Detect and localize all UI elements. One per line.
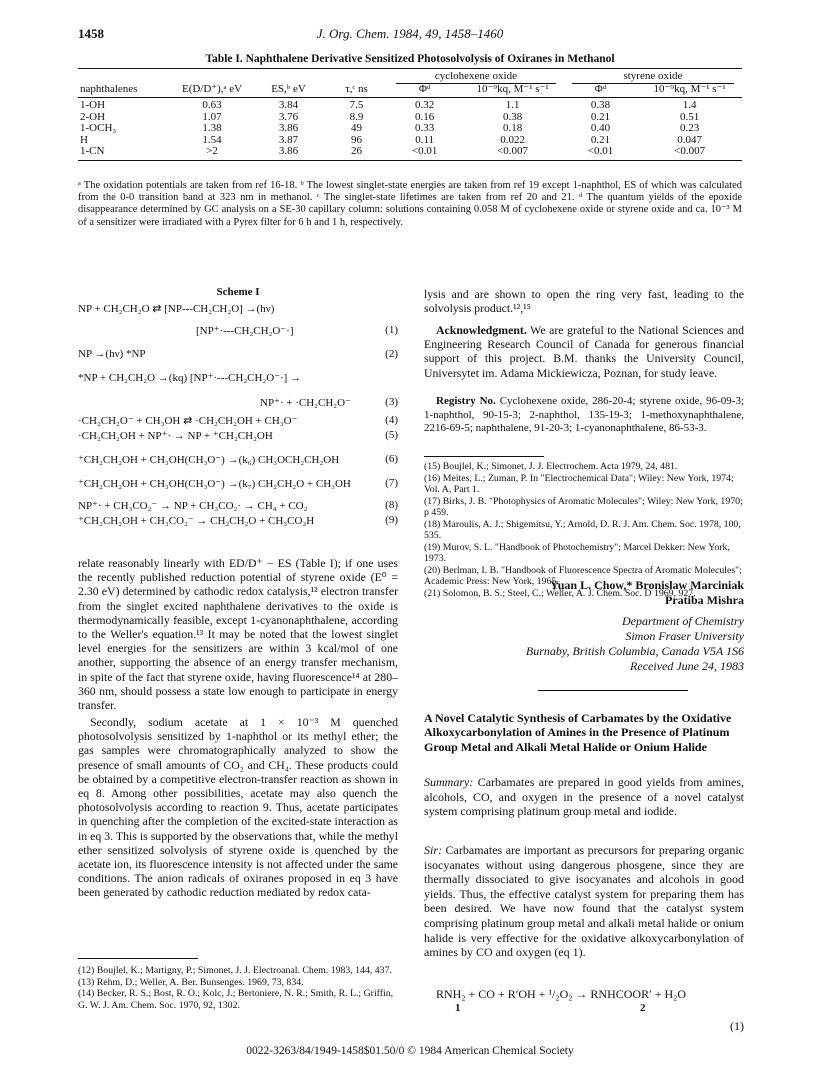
equation-number: (5) <box>385 429 398 441</box>
table-row <box>78 112 742 124</box>
scheme-title: Scheme I <box>216 286 260 298</box>
reference: (14) Becker, R. S.; Bost, R. O.; Kolc, J.; Bertoniere, N. R.; Smith, R. L.; Griffin, G. W. J. Am. Chem. Soc. 1970, 92, 1302. <box>78 988 394 1011</box>
table-cell: 2-OH <box>80 110 106 123</box>
table-cell: 0.16 <box>414 110 435 123</box>
table-row <box>78 146 742 160</box>
ack-text: We are grateful to the National Sciences and Engineering Research Council of Canada for generous financial support of this project. B.M. thanks the University Council, Universytet im. Adama Mickiewicza, Poznan, for study leave. <box>424 323 744 380</box>
equation-number: (7) <box>385 477 398 489</box>
equation-number: (2) <box>385 348 398 360</box>
equation-1-number: (1) <box>730 1019 744 1033</box>
acknowledgment <box>424 323 744 380</box>
table-cell: <0.007 <box>637 146 742 160</box>
left-paragraph-2: Secondly, sodium acetate at 1 × 10⁻³ M quenched photosolvolysis sensitized by 1-naphthol or its methyl ether; the gas samples were chromatographically analyzed to show the presence of small amounts of CO₂ and CH₄. These products could be obtained by a competitive electron-transfer reaction as shown in eq 8. Among other possibilities, acetate may also quench the photosolvolysis according to reaction 9. Thus, acetate participates in quenching after the completion of the excited-state interaction as in eq 3. This is supported by the observations that, while the methyl ether sensitized solvolysis of styrene oxide is quenched by the acetate ion, its fluorescence intensity is not affected under the same conditions. The anion radicals of oxiranes proposed in eq 3 have been generated by cathodic reduction mediated by redox cata- <box>78 715 398 900</box>
table-cell: 1-OCH₃ <box>80 122 117 134</box>
table-cell: 0.33 <box>414 122 435 134</box>
equation-number: (6) <box>385 453 398 465</box>
summary <box>424 775 744 819</box>
article-title: A Novel Catalytic Synthesis of Carbamates by the Oxidative Alkoxycarbonylation of Amines in the Presence of Platinum Group Metal and Alkali Metal Halide or Onium Halide <box>424 711 732 754</box>
table-cell: 1.4 <box>682 99 697 111</box>
table-cell: 1.1 <box>505 99 520 111</box>
table-cell: 3.84 <box>278 99 299 111</box>
equation-1: RNH₂ + CO + R′OH + ¹/₂O₂ → RNHCOOR′ + H₂O <box>436 987 687 1001</box>
scheme-equation: NP⁺· + CH₃CO₂⁻ → NP + CH₃CO₂· → CH₄ + CO₂ <box>78 500 308 512</box>
reference: (20) Berlman, I. B. "Handbook of Fluorescence Spectra of Aromatic Molecules"; Academic Press: New York, 1965. <box>424 564 742 587</box>
scheme-equation: ⁺CH₂CH₂OH + CH₃CO₂⁻ → CH₂CH₂O + CH₃CO₂H <box>78 515 315 527</box>
table-cell: 0.21 <box>590 110 611 123</box>
table-row <box>78 123 742 135</box>
table-caption: Table I. Naphthalene Derivative Sensitized Photosolvolysis of Oxiranes in Methanol <box>205 53 615 65</box>
ack-title: Acknowledgment. <box>436 323 527 337</box>
table-cell: 1.54 <box>202 133 222 146</box>
summary-text: Carbamates are prepared in good yields from amines, alcohols, CO, and oxygen in the presence of a novel catalyst system comprising platinum group metal and iodide. <box>424 775 745 819</box>
table-cell: 26 <box>325 146 388 160</box>
left-references <box>78 965 398 1011</box>
reference: (12) Boujlel, K.; Martigny, P.; Simonet, J. J. Electroanal. Chem. 1983, 144, 437. <box>78 965 392 976</box>
table-cell: 3.87 <box>278 133 299 146</box>
col-header: naphthalenes <box>78 84 172 98</box>
table-cell: 1-CN <box>78 146 172 160</box>
section-rule <box>538 690 688 691</box>
table-cell: 3.86 <box>278 122 299 134</box>
table-cell: 0.38 <box>590 99 611 111</box>
reference: (13) Rehm, D.; Weller, A. Ber. Bunsenges. 1969, 73, 834. <box>78 976 304 988</box>
col-header: 10⁻⁹kq, M⁻¹ s⁻¹ <box>461 84 564 98</box>
author-line-1: Yuan L. Chow,* Bronislaw Marciniak <box>550 578 744 592</box>
summary-label: Summary: <box>424 775 474 789</box>
table-1 <box>78 68 742 161</box>
reference: (19) Murov, S. L. "Handbook of Photochemistry"; Marcel Dekker: New York, 1973. <box>424 541 730 564</box>
table-cell: 0.63 <box>202 99 222 111</box>
registry <box>424 395 744 436</box>
page-footer: 0022-3263/84/1949-1458$01.50/0 © 1984 American Chemical Society <box>246 1045 574 1057</box>
scheme-equation: NP + CH₂CH₂O ⇄ [NP---CH₂CH₂O] →(hν) <box>78 303 275 315</box>
scheme-equation: ⁺CH₂CH₂OH + CH₃OH(CH₃O⁻) →(k₇) CH₂CH₂O + CH₃OH <box>78 478 351 490</box>
col-header: 10⁻⁹kq, M⁻¹ s⁻¹ <box>637 84 742 98</box>
table-cell: 0.32 <box>414 99 435 111</box>
sir-label: Sir: <box>424 843 442 857</box>
footnote-rule <box>424 456 544 457</box>
author-line-2: Pratiba Mishra <box>665 593 744 607</box>
table-cell: 8.9 <box>349 110 364 123</box>
table-cell: 0.40 <box>590 122 611 134</box>
received-date: Received June 24, 1983 <box>630 659 744 673</box>
left-paragraph-1: relate reasonably linearly with ED/D⁺ − ES (Table I); if one uses the recently published reduction potential of styrene oxide (E⁰ = 2.30 eV) determined by cathodic redox catalysis,¹² electron transfer from the singlet excited naphthalene derivatives to the oxide is thermodynamically feasible, except 1-cyanonaphthalene, according to the Weller's equation.¹³ It may be noted that the lowest singlet level energies for the sensitizers are within 3 kcal/mol of one another, supporting the absence of an energy transfer mechanism, in spite of the fact that styrene oxide, having fluorescence¹⁴ at 280–360 nm, should possess a state low enough to participate in energy transfer. <box>78 556 398 713</box>
table-row <box>78 135 742 147</box>
right-paragraph-1: lysis and are shown to open the ring very fast, leading to the solvolysis product.¹²,¹⁵ <box>424 287 744 316</box>
table-cell: <0.01 <box>564 146 637 160</box>
group-header-cyclohexene: cyclohexene oxide <box>396 71 556 84</box>
reference: (21) Solomon, B. S.; Steel, C.; Weller, A. J. Chem. Soc. D 1969, 927. <box>424 587 696 599</box>
scheme-equation: NP →(hν) *NP <box>78 348 146 360</box>
table-cell: 0.51 <box>679 110 700 123</box>
table-cell: 0.21 <box>590 133 611 146</box>
table-cell: >2 <box>172 146 252 160</box>
journal-header: J. Org. Chem. 1984, 49, 1458–1460 <box>316 26 504 41</box>
table-footnote: ᵃ The oxidation potentials are taken from ref 16-18. ᵇ The lowest singlet-state energies are taken from ref 19 except 1-naphthol, ES of which was calculated from the 0-0 transition band at 323 nm in methanol. ᶜ The singlet-state lifetimes are taken from ref 20 and 21. ᵈ The quantum yields of the epoxide disappearance determined by GC analysis on a SE-30 capillary column: solutions containing 0.058 M of cyclohexene oxide or styrene oxide and ca. 10⁻³ M of a sensitizer were irradiated with a Pyrex filter for 6 h and 1 h, respectively. <box>78 180 742 228</box>
table-cell: 0.047 <box>677 133 702 146</box>
table-cell: <0.01 <box>388 146 461 160</box>
scheme-equation: ⁺CH₂CH₂OH + CH₃OH(CH₃O⁻) →(k₆) CH₃OCH₂CH₂OH <box>78 454 340 466</box>
table-cell: 0.022 <box>500 133 525 146</box>
table-cell: 0.18 <box>502 122 523 134</box>
affiliation-univ: Simon Fraser University <box>625 629 744 643</box>
scheme-equation: NP⁺· + ·CH₂CH₂O⁻ <box>260 397 351 409</box>
scheme-equation: ·CH₂CH₂OH + NP⁺· → NP + ⁺CH₂CH₂OH <box>78 430 273 442</box>
reference: (18) Maroulis, A. J.; Shigemitsu, Y.; Arnold, D. R. J. Am. Chem. Soc. 1978, 100, 535. <box>424 518 741 541</box>
affiliation-dept: Department of Chemistry <box>622 614 744 628</box>
sir-paragraph <box>424 843 744 960</box>
table-cell: 3.86 <box>252 146 325 160</box>
reference: (16) Meites, L.; Zuman, P. In "Electrochemical Data"; Wiley: New York, 1974; Vol. A, Part 1. <box>424 472 734 495</box>
equation-number: (3) <box>385 396 398 408</box>
table-cell: 3.76 <box>278 110 299 123</box>
equation-number: (9) <box>385 514 398 526</box>
scheme-equation: *NP + CH₂CH₂O →(kq) [NP⁺·---CH₂CH₂O⁻·] → <box>78 372 302 384</box>
scheme-equation: ·CH₂CH₂O⁻ + CH₃OH ⇄ ·CH₂CH₂OH + CH₃O⁻ <box>78 415 298 427</box>
table-cell: <0.007 <box>461 146 564 160</box>
registry-title: Registry No. <box>436 395 496 407</box>
sir-text: Carbamates are important as precursors for preparing organic isocyanates without using dangerous phosgene, since they are thermally dissociated to give isocyanates and alcohols in good yields. Thus, the effective catalyst system for preparing them has been desired. We have now found that the catalyst system comprising platinum group metal and alkali metal halide or onium halide is very effective for the oxidative alkoxycarbonylation of amines by CO and oxygen (eq 1). <box>424 843 744 960</box>
table-cell: 0.23 <box>679 122 700 134</box>
table-cell: 1-OH <box>80 99 106 111</box>
reference: (15) Boujlel, K.; Simonet, J. J. Electrochem. Acta 1979, 24, 481. <box>424 461 678 472</box>
table-cell: 0.11 <box>415 133 435 146</box>
table-cell: 49 <box>351 122 363 134</box>
table-cell: H <box>80 133 88 146</box>
col-header: Φᵈ <box>388 84 461 98</box>
col-header: Φᵈ <box>564 84 637 98</box>
scheme-equation: [NP⁺·---CH₂CH₂O⁻·] <box>196 325 294 337</box>
table-cell: 0.38 <box>502 110 523 123</box>
table-cell: 1.38 <box>202 122 222 134</box>
equation-1-label-1: 1 <box>455 1002 461 1014</box>
group-header-styrene: styrene oxide <box>572 71 734 84</box>
equation-1-label-2: 2 <box>640 1002 646 1014</box>
reference: (17) Birks, J. B. "Photophysics of Aromatic Molecules"; Wiley: New York, 1970; p 459. <box>424 495 743 518</box>
col-header: ES,ᵇ eV <box>252 84 325 98</box>
equation-number: (4) <box>385 414 398 426</box>
registry-text: Cyclohexene oxide, 286-20-4; styrene oxide, 96-09-3; 1-naphthol, 90-15-3; 2-naphthol, 135-19-3; 1-methoxynaphthalene, 2216-69-5; naphthalene, 91-20-3; 1-cyanonaphthalene, 86-53-3. <box>424 395 744 435</box>
equation-number: (1) <box>385 324 398 336</box>
table-row <box>78 98 742 112</box>
col-header: τ,ᶜ ns <box>325 84 388 98</box>
table-cell: 7.5 <box>349 99 364 111</box>
table-cell: 1.07 <box>202 110 222 123</box>
affiliation-city: Burnaby, British Columbia, Canada V5A 1S6 <box>525 644 744 658</box>
equation-number: (8) <box>385 499 398 511</box>
table-cell: 96 <box>351 133 363 146</box>
col-header: E(D/D⁺),ᵃ eV <box>172 84 252 98</box>
footnote-rule <box>78 958 198 959</box>
page-number: 1458 <box>78 26 104 41</box>
